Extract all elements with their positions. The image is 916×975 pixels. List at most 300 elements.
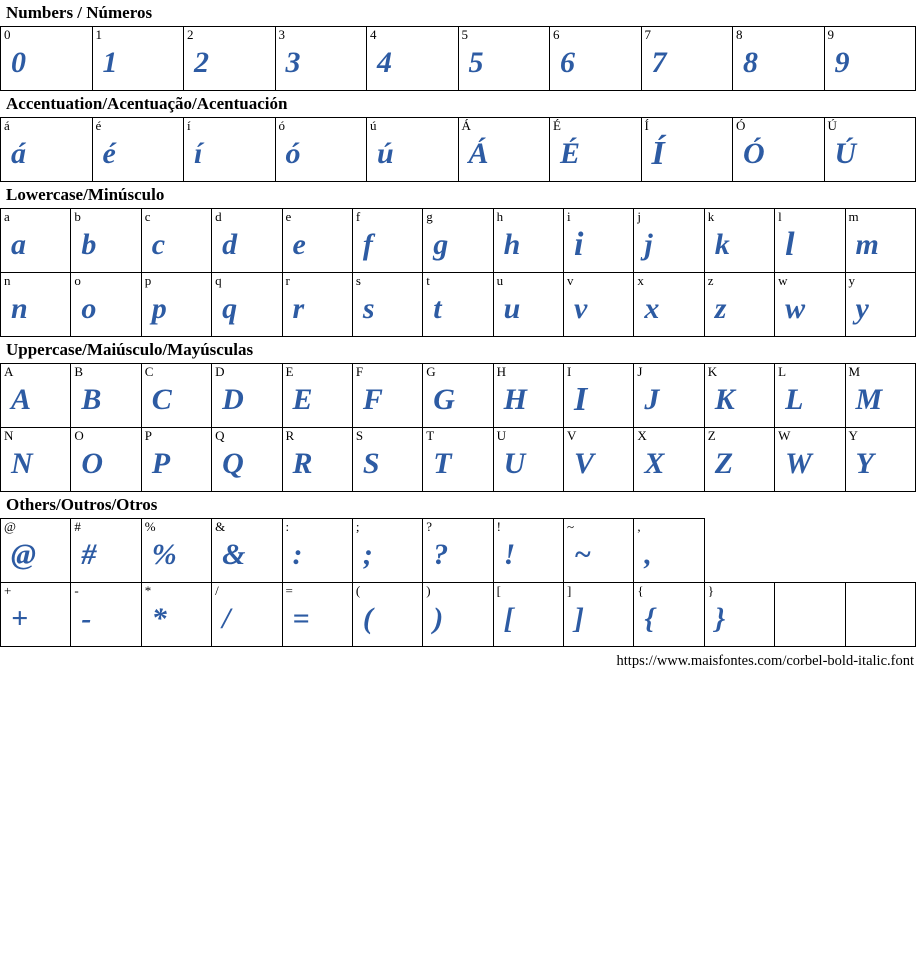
glyph-cell[interactable] [493, 428, 563, 492]
glyph-cell[interactable] [212, 583, 282, 647]
glyph-cell[interactable] [352, 364, 422, 428]
glyph-sample: p [151, 292, 167, 325]
glyph-label: d [215, 209, 222, 224]
glyph-cell[interactable] [282, 519, 352, 583]
glyph-cell[interactable] [352, 273, 422, 337]
glyph-sample: G [433, 383, 455, 416]
glyph-label: 0 [4, 27, 11, 42]
glyph-cell[interactable] [141, 209, 211, 273]
glyph-label: L [778, 364, 787, 379]
glyph-label: 6 [553, 27, 560, 42]
table-row [1, 118, 916, 182]
glyph-label: K [707, 364, 718, 379]
glyph-sample: L [785, 383, 804, 416]
table-row [1, 583, 916, 647]
glyph-sample: v [574, 292, 588, 325]
glyph-label: M [848, 364, 861, 379]
glyph-cell[interactable] [141, 583, 211, 647]
glyph-cell[interactable] [845, 428, 916, 492]
glyph-cell[interactable] [92, 27, 184, 91]
glyph-cell[interactable] [564, 364, 634, 428]
glyph-label: C [144, 364, 154, 379]
glyph-label: ; [355, 519, 360, 534]
table-row [1, 273, 916, 337]
section-title-accentuation: Accentuation/Acentuação/Acentuación [6, 94, 288, 113]
glyph-cell-empty [775, 583, 845, 647]
glyph-sample: ~ [574, 538, 592, 571]
glyph-label: V [567, 428, 577, 443]
glyph-label: O [74, 428, 84, 443]
glyph-label: i [567, 209, 571, 224]
glyph-cell[interactable] [493, 519, 563, 583]
glyph-label: Y [848, 428, 858, 443]
glyph-label: s [355, 273, 361, 288]
glyph-sample: P [151, 447, 171, 480]
glyph-label: é [95, 118, 102, 133]
glyph-sample: : [292, 538, 303, 571]
glyph-cell[interactable] [493, 273, 563, 337]
glyph-label: W [778, 428, 791, 443]
glyph-cell[interactable] [845, 273, 916, 337]
glyph-cell[interactable] [367, 27, 459, 91]
glyph-sample: X [644, 447, 665, 480]
glyph-cell[interactable] [550, 118, 642, 182]
glyph-label: 2 [187, 27, 194, 42]
glyph-label: q [215, 273, 222, 288]
glyph-cell[interactable] [423, 583, 493, 647]
glyph-cell[interactable] [775, 273, 845, 337]
glyph-sample: t [433, 292, 442, 325]
glyph-sample: n [11, 292, 28, 325]
glyph-cell[interactable] [704, 209, 774, 273]
glyph-sample: é [102, 137, 116, 170]
glyph-label: I [567, 364, 572, 379]
glyph-sample: D [222, 383, 244, 416]
glyph-label: ( [355, 583, 361, 598]
glyph-label: } [707, 583, 714, 598]
glyph-cell[interactable] [775, 364, 845, 428]
glyph-cell[interactable] [733, 118, 825, 182]
table-row [1, 27, 916, 91]
glyph-cell[interactable] [704, 428, 774, 492]
glyph-label: U [496, 428, 507, 443]
glyph-label: ? [426, 519, 433, 534]
section-title-numbers: Numbers / Números [6, 3, 153, 22]
glyph-cell[interactable] [423, 519, 493, 583]
glyph-label: H [496, 364, 507, 379]
glyph-cell[interactable] [733, 27, 825, 91]
glyph-label: A [4, 364, 14, 379]
glyph-label: Q [215, 428, 225, 443]
glyph-sample: j [644, 228, 653, 261]
glyph-label: E [285, 364, 294, 379]
glyph-sample: g [433, 228, 449, 261]
glyph-sample: ? [433, 538, 449, 571]
table-row [1, 519, 916, 583]
glyph-sample: = [292, 602, 310, 635]
glyph-cell[interactable] [212, 209, 282, 273]
glyph-label: 9 [827, 27, 834, 42]
glyph-sample: 5 [468, 46, 484, 79]
glyph-label: % [144, 519, 156, 534]
glyph-sample: i [574, 226, 584, 263]
glyph-sample: x [644, 292, 660, 325]
glyph-sample: l [785, 226, 795, 263]
glyph-cell[interactable] [493, 209, 563, 273]
glyph-cell[interactable] [71, 583, 141, 647]
glyph-sample: r [292, 292, 305, 325]
glyph-cell[interactable] [634, 428, 704, 492]
glyph-cell[interactable] [1, 583, 71, 647]
glyph-label: w [778, 273, 788, 288]
glyph-cell[interactable] [212, 428, 282, 492]
glyph-label: 7 [644, 27, 651, 42]
glyph-table-lowercase [0, 208, 916, 337]
glyph-cell[interactable] [275, 118, 367, 182]
glyph-cell[interactable] [71, 209, 141, 273]
glyph-cell[interactable] [775, 209, 845, 273]
glyph-sample: s [362, 292, 375, 325]
glyph-label: 5 [461, 27, 468, 42]
glyph-sample: u [503, 292, 521, 325]
glyph-label: o [74, 273, 81, 288]
glyph-label: ó [278, 118, 285, 133]
glyph-label: u [496, 273, 504, 288]
glyph-label: X [637, 428, 647, 443]
glyph-label: n [4, 273, 11, 288]
glyph-sample: 6 [560, 46, 575, 79]
glyph-sample: S [362, 447, 380, 480]
glyph-label: Á [461, 118, 471, 133]
glyph-sample: Y [855, 447, 874, 480]
glyph-label: b [74, 209, 81, 224]
table-row [1, 209, 916, 273]
glyph-cell[interactable] [212, 364, 282, 428]
glyph-label: y [848, 273, 855, 288]
glyph-cell[interactable] [634, 519, 704, 583]
glyph-cell[interactable] [352, 428, 422, 492]
glyph-cell[interactable] [493, 364, 563, 428]
glyph-label: + [4, 583, 12, 598]
glyph-cell[interactable] [550, 27, 642, 91]
glyph-cell[interactable] [275, 27, 367, 91]
glyph-cell[interactable] [458, 118, 550, 182]
glyph-sample: ] [574, 602, 584, 635]
glyph-sample: 7 [651, 46, 667, 79]
glyph-cell[interactable] [282, 273, 352, 337]
glyph-label: t [426, 273, 430, 288]
glyph-cell[interactable] [184, 27, 276, 91]
glyph-sample: % [151, 538, 177, 571]
glyph-sample: { [644, 602, 655, 635]
glyph-sample: w [785, 292, 806, 325]
glyph-cell[interactable] [704, 273, 774, 337]
glyph-sample: M [855, 383, 883, 416]
glyph-sample: q [222, 292, 238, 325]
glyph-cell[interactable] [1, 118, 93, 182]
glyph-label: Ú [827, 118, 837, 133]
source-url[interactable]: https://www.maisfontes.com/corbel-bold-italic.font [616, 653, 914, 669]
glyph-sample: 2 [194, 46, 209, 79]
glyph-label: P [144, 428, 152, 443]
glyph-label: T [426, 428, 435, 443]
glyph-cell[interactable] [141, 273, 211, 337]
glyph-sample: ) [433, 602, 444, 635]
glyph-sample: ó [285, 137, 301, 170]
glyph-label: c [144, 209, 151, 224]
glyph-label: m [848, 209, 859, 224]
glyph-cell[interactable] [1, 27, 93, 91]
glyph-sample: W [785, 447, 812, 480]
glyph-sample: É [560, 137, 581, 170]
glyph-label: Í [644, 118, 649, 133]
glyph-label: F [355, 364, 364, 379]
glyph-sample: a [11, 228, 26, 261]
glyph-sample: o [81, 292, 97, 325]
glyph-sample: & [222, 538, 246, 571]
glyph-label: x [637, 273, 644, 288]
glyph-cell[interactable] [634, 273, 704, 337]
glyph-table-numbers [0, 26, 916, 91]
glyph-sample: E [292, 383, 313, 416]
glyph-label: r [285, 273, 290, 288]
glyph-sample: F [362, 383, 383, 416]
glyph-sample: A [11, 383, 32, 416]
glyph-sample: U [503, 447, 526, 480]
glyph-label: Z [707, 428, 716, 443]
glyph-label: - [74, 583, 79, 598]
glyph-cell[interactable] [634, 364, 704, 428]
glyph-cell[interactable] [641, 27, 733, 91]
glyph-label: j [637, 209, 641, 224]
glyph-cell[interactable] [71, 519, 141, 583]
glyph-sample: R [292, 447, 313, 480]
glyph-cell[interactable] [564, 428, 634, 492]
glyph-sample: Ó [743, 137, 765, 170]
glyph-cell[interactable] [71, 428, 141, 492]
glyph-cell[interactable] [141, 519, 211, 583]
glyph-table-accentuation [0, 117, 916, 182]
section-title-others: Others/Outros/Otros [6, 495, 158, 514]
glyph-cell[interactable] [212, 273, 282, 337]
section-title-lowercase: Lowercase/Minúsculo [6, 185, 165, 204]
glyph-cell[interactable] [141, 364, 211, 428]
glyph-cell[interactable] [352, 583, 422, 647]
glyph-label: 1 [95, 27, 102, 42]
glyph-label: B [74, 364, 84, 379]
glyph-label: N [4, 428, 14, 443]
glyph-cell[interactable] [423, 209, 493, 273]
glyph-sample: C [151, 383, 172, 416]
glyph-cell[interactable] [212, 519, 282, 583]
glyph-sample: k [714, 228, 730, 261]
glyph-sample: ; [362, 538, 373, 571]
glyph-label: * [144, 583, 152, 598]
glyph-label: J [637, 364, 643, 379]
glyph-label: Ó [736, 118, 746, 133]
glyph-sample: z [714, 292, 727, 325]
glyph-sample: m [855, 228, 879, 261]
glyph-cell[interactable] [141, 428, 211, 492]
glyph-sample: * [151, 602, 167, 635]
glyph-label: @ [4, 519, 16, 534]
glyph-cell[interactable] [704, 364, 774, 428]
glyph-cell[interactable] [458, 27, 550, 91]
glyph-sample: ! [503, 538, 516, 571]
glyph-sample: + [11, 602, 29, 635]
glyph-sample: O [81, 447, 104, 480]
glyph-sample: 8 [743, 46, 758, 79]
glyph-label: [ [496, 583, 501, 598]
glyph-label: / [215, 583, 219, 598]
glyph-sample: J [644, 383, 660, 416]
table-row [1, 364, 916, 428]
glyph-cell[interactable] [775, 428, 845, 492]
glyph-sample: [ [503, 602, 514, 635]
glyph-label: G [426, 364, 436, 379]
glyph-sample: ú [377, 137, 394, 170]
glyph-label: R [285, 428, 295, 443]
glyph-cell[interactable] [845, 364, 916, 428]
glyph-sample: N [11, 447, 33, 480]
glyph-sample: ( [362, 602, 373, 635]
glyph-cell[interactable] [1, 428, 71, 492]
glyph-cell[interactable] [352, 519, 422, 583]
glyph-sample: Í [651, 135, 665, 172]
glyph-cell[interactable] [367, 118, 459, 182]
glyph-cell[interactable] [71, 273, 141, 337]
glyph-sample: 4 [377, 46, 392, 79]
glyph-cell[interactable] [282, 209, 352, 273]
glyph-sample: f [362, 228, 373, 261]
glyph-sample: # [81, 538, 97, 571]
glyph-cell[interactable] [493, 583, 563, 647]
glyph-label: í [187, 118, 191, 133]
glyph-label: p [144, 273, 152, 288]
glyph-cell[interactable] [564, 209, 634, 273]
glyph-sample: H [503, 383, 527, 416]
glyph-cell[interactable] [564, 519, 634, 583]
glyph-label: S [355, 428, 364, 443]
glyph-sample: Ú [834, 137, 857, 170]
glyph-sample: c [151, 228, 166, 261]
glyph-sample: 9 [834, 46, 850, 79]
glyph-sample: / [222, 602, 231, 635]
glyph-sample: e [292, 228, 306, 261]
glyph-label: h [496, 209, 504, 224]
glyph-cell[interactable] [282, 364, 352, 428]
glyph-cell[interactable] [423, 428, 493, 492]
glyph-sample: } [714, 602, 726, 635]
glyph-sample: I [574, 381, 588, 418]
glyph-label: a [4, 209, 10, 224]
glyph-label: ! [496, 519, 501, 534]
glyph-sample: 3 [285, 46, 301, 79]
glyph-label: l [778, 209, 782, 224]
glyph-cell[interactable] [92, 118, 184, 182]
glyph-label: ~ [567, 519, 575, 534]
section-title-uppercase: Uppercase/Maiúsculo/Mayúsculas [6, 340, 254, 359]
glyph-label: = [285, 583, 293, 598]
glyph-label: É [553, 118, 561, 133]
glyph-sample: @ [11, 538, 36, 571]
glyph-table-others [0, 518, 916, 647]
glyph-sample: d [222, 228, 238, 261]
glyph-label: 8 [736, 27, 743, 42]
glyph-sample: á [11, 137, 26, 170]
glyph-label: e [285, 209, 292, 224]
table-row [1, 428, 916, 492]
glyph-cell[interactable] [564, 583, 634, 647]
glyph-label: , [637, 519, 641, 534]
glyph-cell[interactable] [1, 519, 71, 583]
glyph-cell[interactable] [1, 273, 71, 337]
glyph-sample: y [855, 292, 869, 325]
glyph-label: ) [426, 583, 431, 598]
glyph-cell[interactable] [423, 364, 493, 428]
glyph-label: ú [370, 118, 377, 133]
glyph-cell[interactable] [564, 273, 634, 337]
glyph-label: ] [567, 583, 572, 598]
glyph-sample: B [81, 383, 102, 416]
glyph-cell[interactable] [641, 118, 733, 182]
glyph-label: k [707, 209, 715, 224]
glyph-sample: h [503, 228, 521, 261]
glyph-cell[interactable] [352, 209, 422, 273]
glyph-sample: T [433, 447, 452, 480]
glyph-cell[interactable] [704, 583, 774, 647]
glyph-cell[interactable] [184, 118, 276, 182]
glyph-sample: Z [714, 447, 734, 480]
glyph-cell-empty [845, 583, 916, 647]
glyph-cell[interactable] [824, 118, 916, 182]
glyph-cell[interactable] [634, 209, 704, 273]
glyph-label: { [637, 583, 644, 598]
glyph-sample: b [81, 228, 97, 261]
glyph-cell[interactable] [634, 583, 704, 647]
glyph-label: # [74, 519, 81, 534]
glyph-sample: V [574, 447, 595, 480]
glyph-label: 4 [370, 27, 377, 42]
glyph-label: f [355, 209, 361, 224]
glyph-sample: 0 [11, 46, 26, 79]
glyph-sample: , [644, 538, 652, 571]
glyph-sample: Á [468, 137, 489, 170]
glyph-label: v [567, 273, 574, 288]
glyph-cell[interactable] [71, 364, 141, 428]
glyph-sample: K [714, 383, 735, 416]
glyph-label: D [215, 364, 225, 379]
glyph-label: g [426, 209, 433, 224]
glyph-sample: 1 [102, 46, 118, 79]
glyph-label: & [215, 519, 226, 534]
glyph-sample: í [194, 137, 203, 170]
glyph-table-uppercase [0, 363, 916, 492]
glyph-label: z [707, 273, 714, 288]
glyph-sample: Q [222, 447, 244, 480]
glyph-label: 3 [278, 27, 285, 42]
glyph-cell[interactable] [845, 209, 916, 273]
glyph-cell[interactable] [282, 428, 352, 492]
glyph-cell[interactable] [423, 273, 493, 337]
glyph-label: á [4, 118, 10, 133]
glyph-cell[interactable] [1, 209, 71, 273]
glyph-label: : [285, 519, 290, 534]
glyph-cell[interactable] [824, 27, 916, 91]
glyph-cell[interactable] [1, 364, 71, 428]
glyph-cell[interactable] [282, 583, 352, 647]
glyph-sample: - [81, 602, 92, 635]
